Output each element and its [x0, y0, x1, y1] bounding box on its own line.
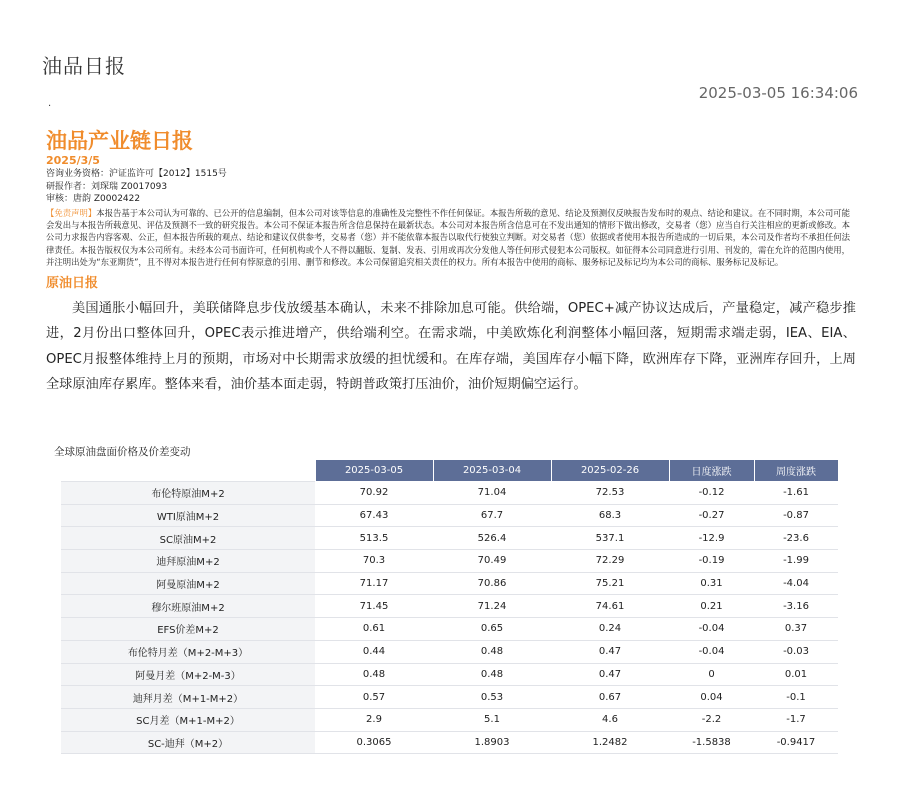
table-cell: 0.67	[551, 686, 669, 709]
table-cell: -0.19	[669, 550, 754, 573]
table-cell: 4.6	[551, 708, 669, 731]
table-cell: 1.8903	[433, 731, 551, 754]
table-row	[61, 618, 838, 641]
table-cell: 0.47	[551, 640, 669, 663]
table-cell: -1.99	[754, 550, 838, 573]
table-row	[61, 731, 838, 754]
table-cell: -23.6	[754, 527, 838, 550]
table-row	[61, 708, 838, 731]
table-header-cell: 2025-03-05	[315, 460, 433, 482]
table-row	[61, 686, 838, 709]
section-body: 美国通胀小幅回升，美联储降息步伐放缓基本确认，未来不排除加息可能。供给端，OPEC+减产协议达成后，产量稳定，减产稳步推进，2月份出口整体回升，OPEC表示推进增产，供给端利空。在需求端，中美欧炼化利润整体小幅回落，短期需求端走弱，IEA、EIA、OPEC月报整体维持上月的预期，市场对中长期需求放缓的担忧缓和。在库存端，美国库存小幅下降，欧洲库存下降，亚洲库存回升，上周全球原油库存累库。整体来看，油价基本面走弱，特朗普政策打压油价，油价短期偏空运行。	[46, 300, 856, 393]
table-header-cell: 日度涨跌	[669, 460, 754, 482]
author-line: 研报作者：刘琛瑞 Z0017093	[46, 181, 168, 192]
table-cell: 0.04	[669, 686, 754, 709]
table-cell: 70.49	[433, 550, 551, 573]
table-cell: -1.5838	[669, 731, 754, 754]
row-label: SC原油M+2	[61, 527, 315, 550]
table-cell: -0.04	[669, 640, 754, 663]
table-cell: -2.2	[669, 708, 754, 731]
table-header-row	[61, 460, 838, 482]
table-cell: 0.01	[754, 663, 838, 686]
table-header-cell: 2025-02-26	[551, 460, 669, 482]
table-cell: -0.27	[669, 504, 754, 527]
table-cell: 0.31	[669, 572, 754, 595]
table-cell: 0.21	[669, 595, 754, 618]
table-cell: 70.3	[315, 550, 433, 573]
row-label: 穆尔班原油M+2	[61, 595, 315, 618]
table-cell: 0.48	[315, 663, 433, 686]
table-cell: 75.21	[551, 572, 669, 595]
table-cell: 0.65	[433, 618, 551, 641]
disclaimer-text: 本报告基于本公司认为可靠的、已公开的信息编制，但本公司对该等信息的准确性及完整性不作任何保证。本报告所载的意见、结论及预测仅反映报告发布时的观点、结论和建议。在不同时期，本公司可能会发出与本报告所载意见、评估及预测不一致的研究报告。本公司不保证本报告所含信息保持在最新状态。本公司对本报告所含信息可在不发出通知的情形下做出修改，交易者（您）应当自行关注相应的更新或修改。本公司力求报告内容客观、公正，但本报告所载的观点、结论和建议仅供参考，交易者（您）并不能依靠本报告以取代行使独立判断。对交易者（您）依据或者使用本报告所造成的一切后果，本公司及作者均不承担任何法律责任。本报告版权仅为本公司所有。未经本公司书面许可，任何机构或个人不得以翻版、复制、发表、引用或再次分发他人等任何形式侵犯本公司版权。如征得本公司同意进行引用、刊发的，需在允许的范围内使用，并注明出处为“东亚期货”，且不得对本报告进行任何有悖原意的引用、删节和修改。本公司保留追究相关责任的权力。所有本报告中使用的商标、服务标记及标记均为本公司的商标、服务标记及标记。	[46, 207, 850, 268]
table-row	[61, 640, 838, 663]
table-cell: -12.9	[669, 527, 754, 550]
table-cell: 72.29	[551, 550, 669, 573]
table-cell: 513.5	[315, 527, 433, 550]
table-header-cell: 周度涨跌	[754, 460, 838, 482]
table-cell: 0.44	[315, 640, 433, 663]
table-cell: 0.48	[433, 640, 551, 663]
table-cell: 1.2482	[551, 731, 669, 754]
table-header-cell: 2025-03-04	[433, 460, 551, 482]
table-cell: 0.57	[315, 686, 433, 709]
table-row	[61, 595, 838, 618]
row-label: EFS价差M+2	[61, 618, 315, 641]
table-cell: 537.1	[551, 527, 669, 550]
price-table	[61, 459, 839, 754]
table-header-cell	[61, 460, 315, 482]
table-cell: -0.1	[754, 686, 838, 709]
table-cell: -4.04	[754, 572, 838, 595]
table-cell: 70.92	[315, 482, 433, 505]
table-caption: 全球原油盘面价格及价差变动	[54, 446, 191, 458]
row-label: 迪拜月差（M+1-M+2）	[61, 686, 315, 709]
table-cell: 0.47	[551, 663, 669, 686]
table-cell: 67.43	[315, 504, 433, 527]
row-label: SC-迪拜（M+2）	[61, 731, 315, 754]
section-title: 原油日报	[46, 275, 99, 291]
table-row	[61, 527, 838, 550]
table-cell: -0.9417	[754, 731, 838, 754]
disclaimer-tag: 【免责声明】	[46, 207, 97, 218]
disclaimer	[46, 207, 856, 269]
table-cell: 70.86	[433, 572, 551, 595]
table-cell: -3.16	[754, 595, 838, 618]
table-row	[61, 572, 838, 595]
report-title: 油品产业链日报	[46, 129, 193, 153]
timestamp: 2025-03-05 16:34:06	[698, 84, 858, 102]
table-cell: 67.7	[433, 504, 551, 527]
table-cell: 0.3065	[315, 731, 433, 754]
table-cell: 526.4	[433, 527, 551, 550]
table-cell: 0.48	[433, 663, 551, 686]
page-title: 油品日报	[42, 54, 126, 78]
row-label: 布伦特原油M+2	[61, 482, 315, 505]
table-cell: -0.04	[669, 618, 754, 641]
stray-dot: .	[48, 98, 52, 109]
table-cell: 68.3	[551, 504, 669, 527]
table-cell: 71.45	[315, 595, 433, 618]
table-cell: 0.37	[754, 618, 838, 641]
table-cell: 2.9	[315, 708, 433, 731]
table-cell: 0.53	[433, 686, 551, 709]
table-cell: 0	[669, 663, 754, 686]
table-cell: -0.12	[669, 482, 754, 505]
table-cell: 71.24	[433, 595, 551, 618]
row-label: 阿曼月差（M+2-M-3）	[61, 663, 315, 686]
table-cell: 72.53	[551, 482, 669, 505]
table-cell: 0.24	[551, 618, 669, 641]
table-row	[61, 504, 838, 527]
table-cell: 5.1	[433, 708, 551, 731]
table-cell: -0.87	[754, 504, 838, 527]
table-cell: 74.61	[551, 595, 669, 618]
row-label: WTI原油M+2	[61, 504, 315, 527]
table-cell: -1.7	[754, 708, 838, 731]
table-cell: 71.17	[315, 572, 433, 595]
row-label: 阿曼原油M+2	[61, 572, 315, 595]
row-label: SC月差（M+1-M+2）	[61, 708, 315, 731]
report-body	[46, 128, 856, 398]
table-row	[61, 550, 838, 573]
table-cell: 71.04	[433, 482, 551, 505]
table-row	[61, 663, 838, 686]
table-cell: -1.61	[754, 482, 838, 505]
row-label: 布伦特月差（M+2-M+3）	[61, 640, 315, 663]
qualification-line: 咨询业务资格：沪证监许可【2012】1515号	[46, 169, 227, 179]
table-cell: -0.03	[754, 640, 838, 663]
table-cell: 0.61	[315, 618, 433, 641]
reviewer-line: 审核：唐韵 Z0002422	[46, 194, 141, 204]
row-label: 迪拜原油M+2	[61, 550, 315, 573]
table-row	[61, 482, 838, 505]
report-date: 2025/3/5	[46, 154, 100, 167]
